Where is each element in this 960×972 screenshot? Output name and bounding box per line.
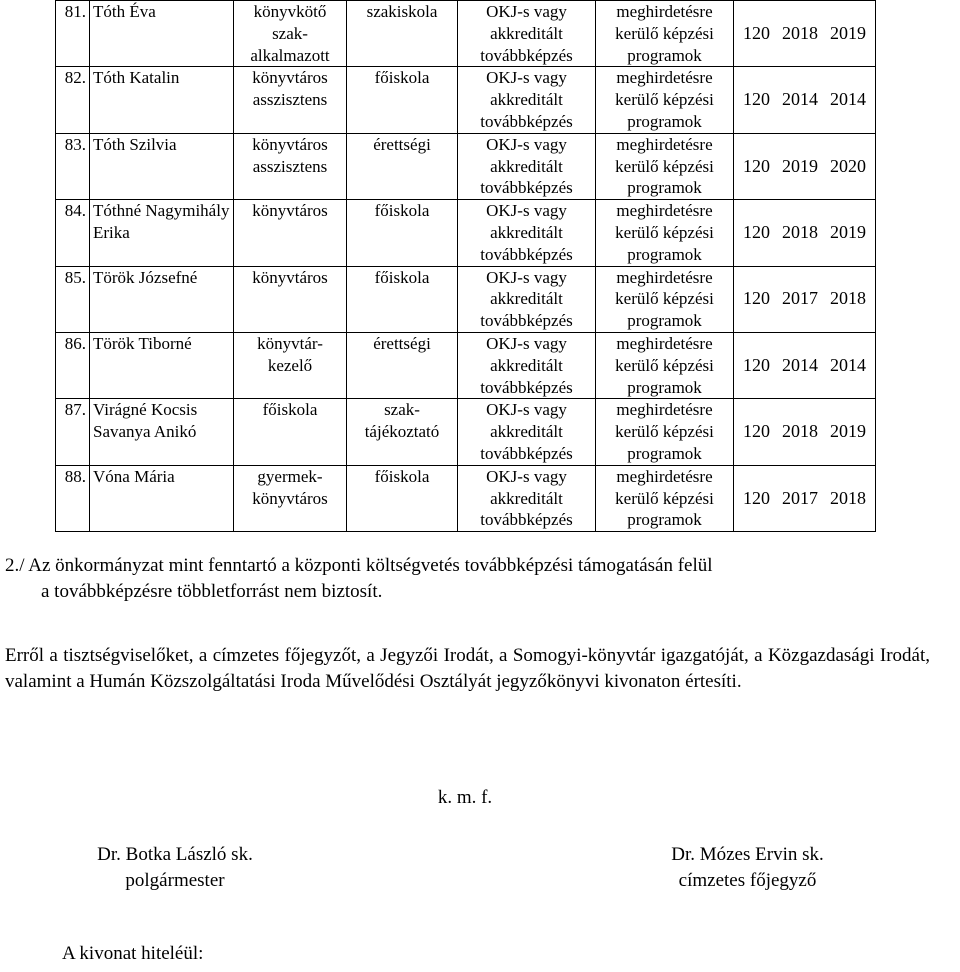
row-number: 84.	[56, 200, 90, 266]
training-program: meghirdetésre kerülő képzési programok	[596, 399, 734, 465]
training-hours: 120	[743, 22, 770, 43]
qualification: szak-tájékoztató	[347, 399, 458, 465]
hours-and-years	[734, 465, 876, 531]
training-plan-table	[55, 0, 876, 532]
training-program: meghirdetésre kerülő képzési programok	[596, 465, 734, 531]
hours-and-years	[734, 200, 876, 266]
signature-notary	[630, 842, 865, 894]
person-name: Tóthné Nagymihály Erika	[90, 200, 234, 266]
end-year: 2019	[830, 421, 866, 442]
qualification: főiskola	[347, 67, 458, 133]
start-year: 2014	[782, 89, 818, 110]
row-number: 87.	[56, 399, 90, 465]
training-program: meghirdetésre kerülő képzési programok	[596, 332, 734, 398]
end-year: 2019	[830, 221, 866, 242]
signatory-right-title: címzetes főjegyző	[678, 870, 817, 891]
end-year: 2014	[830, 354, 866, 375]
training-type: OKJ-s vagy akkreditált továbbképzés	[458, 266, 596, 332]
qualification: érettségi	[347, 332, 458, 398]
start-year: 2018	[782, 221, 818, 242]
person-name: Virágné Kocsis Savanya Anikó	[90, 399, 234, 465]
training-hours: 120	[743, 221, 770, 242]
signature-mayor	[60, 842, 290, 894]
training-type: OKJ-s vagy akkreditált továbbképzés	[458, 1, 596, 67]
paragraph-funding	[5, 553, 935, 605]
table-row	[56, 133, 876, 199]
end-year: 2018	[830, 487, 866, 508]
table-row	[56, 399, 876, 465]
row-number: 88.	[56, 465, 90, 531]
training-program: meghirdetésre kerülő képzési programok	[596, 200, 734, 266]
hours-and-years	[734, 133, 876, 199]
start-year: 2018	[782, 22, 818, 43]
training-hours: 120	[743, 421, 770, 442]
person-name: Tóth Katalin	[90, 67, 234, 133]
table-row	[56, 1, 876, 67]
end-year: 2014	[830, 89, 866, 110]
signatory-right-name: Dr. Mózes Ervin sk.	[671, 844, 824, 865]
training-type: OKJ-s vagy akkreditált továbbképzés	[458, 67, 596, 133]
training-hours: 120	[743, 288, 770, 309]
row-number: 82.	[56, 67, 90, 133]
occupation: könyvtáros asszisztens	[234, 67, 347, 133]
occupation: könyvtáros asszisztens	[234, 133, 347, 199]
qualification: főiskola	[347, 465, 458, 531]
row-number: 86.	[56, 332, 90, 398]
occupation: gyermek-könyvtáros	[234, 465, 347, 531]
qualification: szakiskola	[347, 1, 458, 67]
occupation: könyvkötő szak-alkalmazott	[234, 1, 347, 67]
start-year: 2018	[782, 421, 818, 442]
closing-kmf: k. m. f.	[437, 787, 493, 808]
start-year: 2017	[782, 487, 818, 508]
hours-and-years	[734, 332, 876, 398]
training-program: meghirdetésre kerülő képzési programok	[596, 133, 734, 199]
training-hours: 120	[743, 155, 770, 176]
start-year: 2017	[782, 288, 818, 309]
table-row	[56, 67, 876, 133]
hours-and-years	[734, 266, 876, 332]
table-row	[56, 266, 876, 332]
table-row	[56, 332, 876, 398]
person-name: Török Tiborné	[90, 332, 234, 398]
training-program: meghirdetésre kerülő képzési programok	[596, 266, 734, 332]
signatory-left-title: polgármester	[125, 870, 225, 891]
table-row	[56, 200, 876, 266]
hours-and-years	[734, 1, 876, 67]
start-year: 2019	[782, 155, 818, 176]
end-year: 2018	[830, 288, 866, 309]
qualification: főiskola	[347, 200, 458, 266]
table-row	[56, 465, 876, 531]
training-type: OKJ-s vagy akkreditált továbbképzés	[458, 332, 596, 398]
row-number: 81.	[56, 1, 90, 67]
training-program: meghirdetésre kerülő képzési programok	[596, 67, 734, 133]
training-type: OKJ-s vagy akkreditált továbbképzés	[458, 399, 596, 465]
training-type: OKJ-s vagy akkreditált továbbképzés	[458, 200, 596, 266]
occupation: főiskola	[234, 399, 347, 465]
occupation: könyvtáros	[234, 200, 347, 266]
training-hours: 120	[743, 89, 770, 110]
qualification: érettségi	[347, 133, 458, 199]
person-name: Vóna Mária	[90, 465, 234, 531]
attestation-label: A kivonat hiteléül:	[62, 943, 204, 964]
hours-and-years	[734, 399, 876, 465]
end-year: 2020	[830, 155, 866, 176]
qualification: főiskola	[347, 266, 458, 332]
row-number: 83.	[56, 133, 90, 199]
training-hours: 120	[743, 487, 770, 508]
paragraph-funding-line1: 2./ Az önkormányzat mint fenntartó a központi költségvetés továbbképzési támogatásán felül	[5, 555, 713, 576]
training-type: OKJ-s vagy akkreditált továbbképzés	[458, 133, 596, 199]
start-year: 2014	[782, 354, 818, 375]
occupation: könyvtár-kezelő	[234, 332, 347, 398]
end-year: 2019	[830, 22, 866, 43]
signatory-left-name: Dr. Botka László sk.	[97, 844, 253, 865]
person-name: Tóth Éva	[90, 1, 234, 67]
hours-and-years	[734, 67, 876, 133]
occupation: könyvtáros	[234, 266, 347, 332]
person-name: Török Józsefné	[90, 266, 234, 332]
paragraph-funding-line2: a továbbképzésre többletforrást nem biztosít.	[41, 581, 383, 602]
training-type: OKJ-s vagy akkreditált továbbképzés	[458, 465, 596, 531]
row-number: 85.	[56, 266, 90, 332]
training-hours: 120	[743, 354, 770, 375]
paragraph-notification: Erről a tisztségviselőket, a címzetes főjegyzőt, a Jegyzői Irodát, a Somogyi-könyvtár igazgatóját, a Közgazdasági Irodát, valamint a Humán Közszolgáltatási Iroda Művelődési Osztályát jegyzőkönyvi kivonaton értesíti.	[5, 645, 930, 692]
person-name: Tóth Szilvia	[90, 133, 234, 199]
training-program: meghirdetésre kerülő képzési programok	[596, 1, 734, 67]
